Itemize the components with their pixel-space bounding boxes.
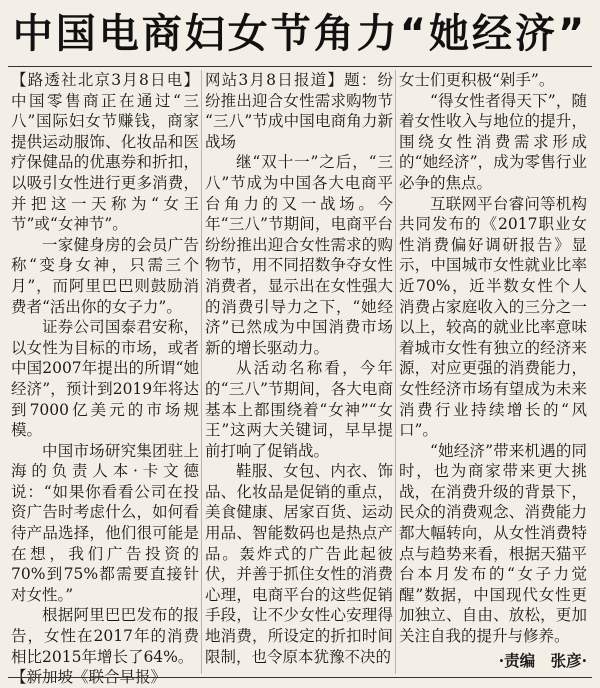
paragraph: 一家健身房的会员广告称“变身女神，只需三个月”，而阿里巴巴则鼓励消费者“活出你的女子力”。: [11, 235, 199, 316]
article-column-3: [399, 70, 587, 674]
paragraph: 证券公司国泰君安称，以女性为目标的市场，或者中国2007年提出的所谓“她经济”，预计到2019年将达到7000亿美元的市场规模。: [11, 318, 199, 440]
article-column-2: [205, 70, 393, 674]
paragraph: 互联网平台睿问等机构共同发布的《2017职业女性消费偏好调研报告》显示，中国城市女性就业比率近70%，近半数女性个人消费占家庭收入的三分之一以上，较高的就业比率意味着城市女性有独立的经济来源，对应更强的消费能力，女性经济市场有望成为未来消费行业持续增长的“风口”。: [399, 194, 587, 440]
paragraph: 根据阿里巴巴发布的报告，女性在2017年的消费相比2015年增长了64%。: [11, 606, 199, 666]
paragraph: 【新加坡《联合早报》: [11, 668, 167, 687]
editor-credit: ·责编 张彦·: [498, 650, 587, 670]
headline: 中国电商妇女节角力“她经济”: [12, 11, 588, 57]
paragraph: 女士们更积极“剁手”。: [399, 71, 555, 89]
paragraph: 从活动名称看，今年的“三八”节期间，各大电商基本上都围绕着“女神”“女王”这两大关键词，早早提前打响了促销战。: [205, 359, 393, 460]
paragraph: “得女性者得天下”，随着女性收入与地位的提升，围绕女性消费需求形成的“她经济”，成为零售行业必争的焦点。: [399, 91, 587, 192]
article-column-1: [11, 70, 199, 687]
column-divider: [201, 70, 202, 674]
headline-rule: [8, 66, 592, 67]
column-divider: [395, 70, 396, 674]
paragraph: 中国市场研究集团驻上海的负责人本·卡文德说：“如果你看看公司在投资广告时考虑什么，如何看待产品选择，他们很可能是在想，我们广告投资的70%到75%都需要直接针对女性。”: [11, 441, 199, 604]
paragraph: 鞋服、女包、内衣、饰品、化妆品是促销的重点，美食健康、居家百货、运动用品、智能数码也是热点产品。轰炸式的广告此起彼伏，并善于抓住女性的消费心理，电商平台的这些促销手段，让不少女性心安理得地消费，所设定的折扣时间限制，也令原本犹豫不决的: [205, 462, 393, 666]
bottom-rule: [8, 677, 592, 678]
paragraph: “她经济”带来机遇的同时，也为商家带来更大挑战，在消费升级的背景下，民众的消费观念、消费能力都大幅转向，从女性消费特点与趋势来看，根据天猫平台本月发布的“女子力觉醒”数据，中国现代女性更加独立、自由、放松，更加关注自我的提升与修养。: [399, 441, 587, 646]
paragraph: 继“双十一”之后，“三八”节成为中国各大电商平台角力的又一战场。今年“三八”节期间，电商平台纷纷推出迎合女性需求的购物节，用不同招数争夺女性消费者，显示出在女性强大的消费引导力之下，“她经济”已然成为中国消费市场新的增长驱动力。: [205, 153, 393, 357]
paragraph: 网站3月8日报道】题：纷纷推出迎合女性需求购物节 “三八”节成中国电商角力新战场: [205, 71, 393, 151]
paragraph: 【路透社北京3月8日电】中国零售商正在通过“三八”国际妇女节赚钱，商家提供运动服饰、化妆品和医疗保健品的优惠券和折扣，以吸引女性进行更多消费，并把这一天称为“女王节”或“女神节”。: [11, 71, 199, 234]
